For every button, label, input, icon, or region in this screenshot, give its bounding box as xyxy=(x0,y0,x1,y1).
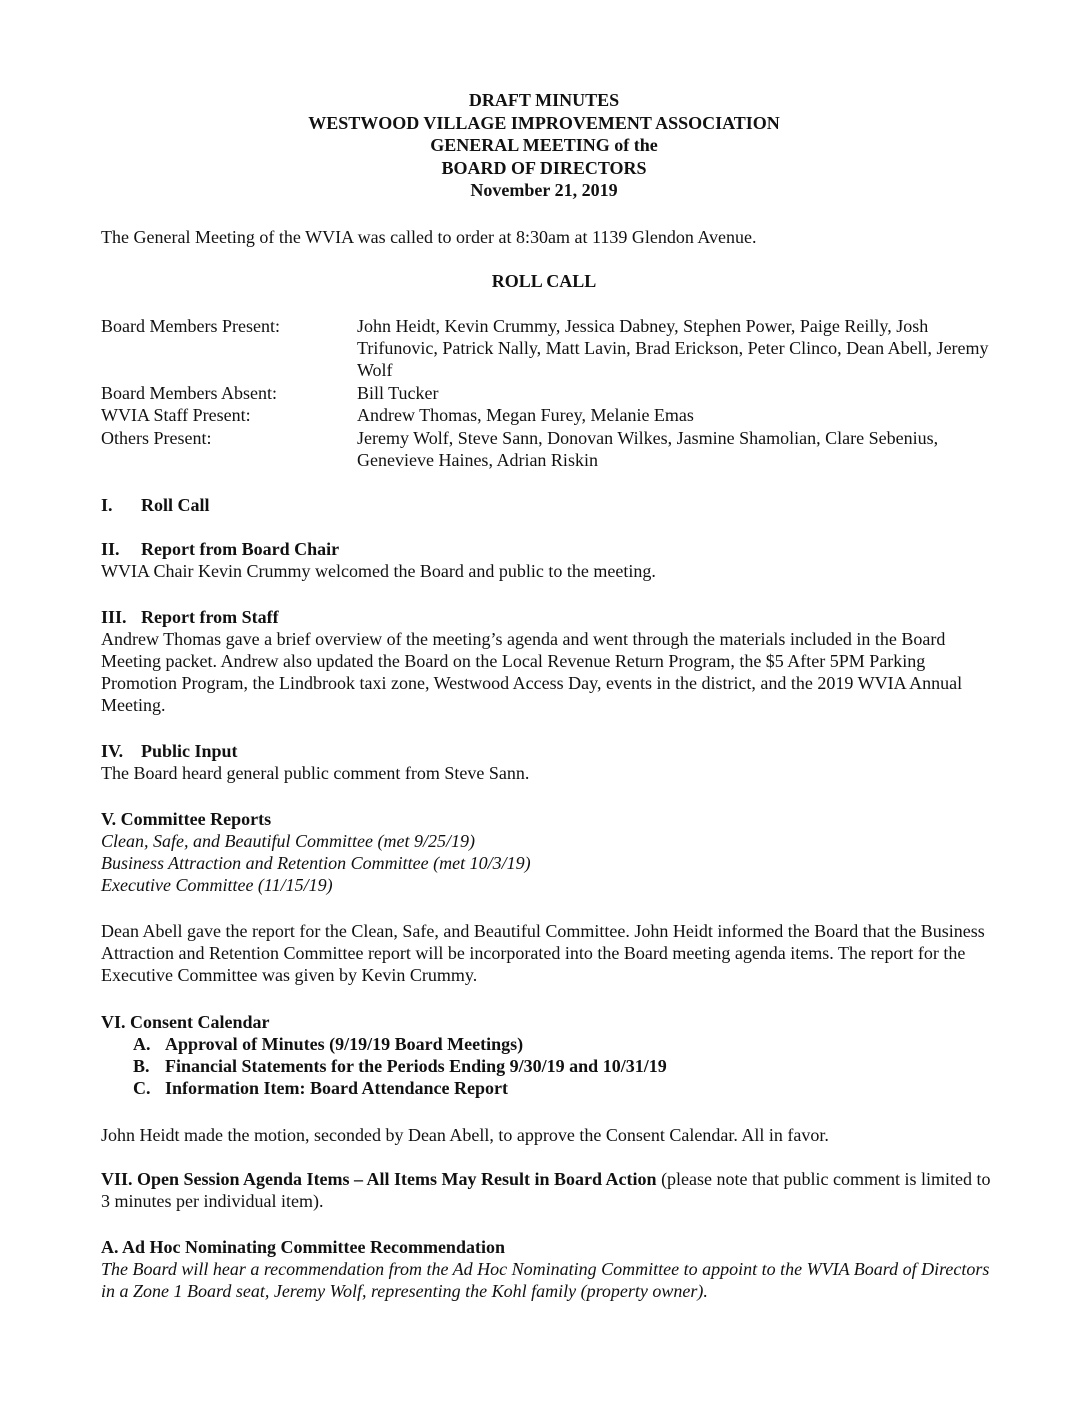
document-header xyxy=(0,89,1088,202)
section-body: The Board will hear a recommendation from the Ad Hoc Nominating Committee to appoint to the WVIA Board of Directors in a Zone 1 Board seat, Jeremy Wolf, representing the Kohl family (property owner). xyxy=(101,1259,990,1301)
list-item: A. Approval of Minutes (9/19/19 Board Meetings) xyxy=(133,1034,524,1054)
section-open-session xyxy=(101,1168,991,1212)
section-number: IV. xyxy=(101,741,124,761)
header-line-association: WESTWOOD VILLAGE IMPROVEMENT ASSOCIATION xyxy=(308,112,780,133)
roll-value-staff: Andrew Thomas, Megan Furey, Melanie Emas xyxy=(357,405,694,425)
consent-calendar-body: John Heidt made the motion, seconded by Dean Abell, to approve the Consent Calendar. All in favor. xyxy=(101,1125,829,1145)
section-title: Public Input xyxy=(141,741,238,761)
roll-value-absent: Bill Tucker xyxy=(357,383,439,403)
section-body: Andrew Thomas gave a brief overview of the meeting’s agenda and went through the materials included in the Board Meeting packet. Andrew also updated the Board on the Local Revenue Return Program, the $5 After 5PM Parking Promotion Program, the Lindbrook taxi zone, Westwood Access Day, events in the district, and the 2019 WVIA Annual Meeting. xyxy=(101,629,963,715)
section-number: II. xyxy=(101,539,120,559)
consent-calendar-list xyxy=(133,1033,933,1099)
section-number: I. xyxy=(101,495,113,515)
section-title: VII. Open Session Agenda Items – All Items May Result in Board Action xyxy=(101,1169,657,1189)
committee-clean-safe: Clean, Safe, and Beautiful Committee (met 9/25/19) xyxy=(101,831,475,851)
section-public-input xyxy=(101,740,991,784)
section-title: Roll Call xyxy=(141,495,210,515)
committee-reports-body: Dean Abell gave the report for the Clean, Safe, and Beautiful Committee. John Heidt informed the Board that the Business Attraction and Retention Committee report will be incorporated into the Board meeting agenda items. The report for the Executive Committee was given by Kevin Crummy. xyxy=(101,921,985,985)
section-body: WVIA Chair Kevin Crummy welcomed the Board and public to the meeting. xyxy=(101,561,656,581)
roll-label-staff: WVIA Staff Present: xyxy=(101,405,251,425)
intro-paragraph: The General Meeting of the WVIA was called to order at 8:30am at 1139 Glendon Avenue. xyxy=(101,227,757,247)
section-roll-call xyxy=(101,494,991,516)
section-title: VI. Consent Calendar xyxy=(101,1012,270,1032)
section-title: Report from Staff xyxy=(141,607,279,627)
header-line-date: November 21, 2019 xyxy=(470,180,618,200)
section-number: III. xyxy=(101,607,127,627)
section-board-chair xyxy=(101,538,991,582)
section-title: A. Ad Hoc Nominating Committee Recommendation xyxy=(101,1237,505,1257)
header-line-draft-minutes: DRAFT MINUTES xyxy=(468,90,620,110)
list-item: B. Financial Statements for the Periods Ending 9/30/19 and 10/31/19 xyxy=(133,1056,667,1076)
roll-label-present: Board Members Present: xyxy=(101,316,280,336)
roll-value-others: Jeremy Wolf, Steve Sann, Donovan Wilkes, Jasmine Shamolian, Clare Sebenius, Genevieve Haines, Adrian Riskin xyxy=(357,428,939,470)
section-consent-calendar-title xyxy=(101,1011,991,1033)
header-line-meeting: GENERAL MEETING of the xyxy=(430,135,658,155)
section-committee-reports xyxy=(101,808,991,896)
header-line-board: BOARD OF DIRECTORS xyxy=(441,157,647,178)
list-item: C. Information Item: Board Attendance Report xyxy=(133,1078,508,1098)
roll-label-others: Others Present: xyxy=(101,428,212,448)
committee-business-attraction: Business Attraction and Retention Committee (met 10/3/19) xyxy=(101,853,531,873)
section-title: Report from Board Chair xyxy=(141,539,340,559)
roll-call-title: ROLL CALL xyxy=(491,271,597,291)
section-body: The Board heard general public comment from Steve Sann. xyxy=(101,763,530,783)
section-ad-hoc-nominating xyxy=(101,1236,991,1302)
committee-executive: Executive Committee (11/15/19) xyxy=(101,875,333,895)
section-title: V. Committee Reports xyxy=(101,809,272,829)
section-staff-report xyxy=(101,606,991,716)
roll-value-present: John Heidt, Kevin Crummy, Jessica Dabney, Stephen Power, Paige Reilly, Josh Trifunovic, Patrick Nally, Matt Lavin, Brad Erickson, Peter Clinco, Dean Abell, Jeremy Wolf xyxy=(357,316,989,380)
section-note: (please note that public comment is limited to 3 minutes per individual item). xyxy=(101,1169,991,1211)
roll-label-absent: Board Members Absent: xyxy=(101,383,277,403)
